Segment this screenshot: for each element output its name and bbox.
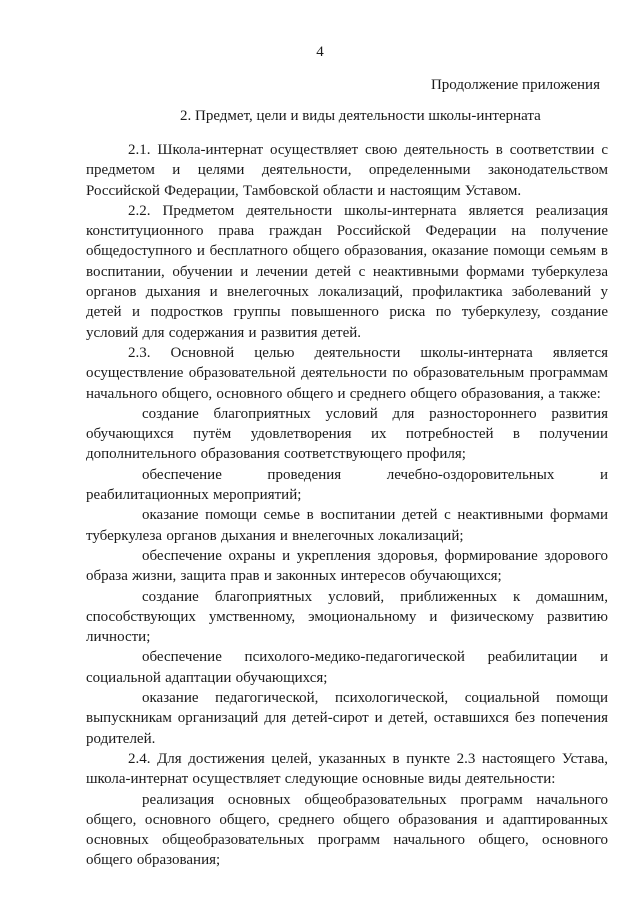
list-item: обеспечение психолого-медико-педагогической реабилитации и социальной адаптации обучающихся; xyxy=(86,649,608,686)
continuation-label: Продолжение приложения xyxy=(430,77,600,93)
document-body xyxy=(86,140,608,871)
paragraph-2-1: 2.1. Школа-интернат осуществляет свою деятельность в соответствии с предметом и целями деятельности, определенными законодательством Российской Федерации, Тамбовской области и настоящим Уставом. xyxy=(86,142,608,199)
list-item: оказание педагогической, психологической, социальной помощи выпускникам организаций для детей-сирот и детей, оставшихся без попечения родителей. xyxy=(86,690,608,747)
list-item: обеспечение охраны и укрепления здоровья, формирование здорового образа жизни, защита прав и законных интересов обучающихся; xyxy=(86,547,608,585)
page-number: 4 xyxy=(316,44,324,60)
list-item: реализация основных общеобразовательных программ начального общего, основного общего, среднего общего образования и адаптированных основных общеобразовательных программ начального общего, основного общего образования; xyxy=(86,791,608,869)
list-item: создание благоприятных условий, приближенных к домашним, способствующих умственному, эмоциональному и физическому развитию личности; xyxy=(86,588,608,646)
list-item: создание благоприятных условий для разностороннего развития обучающихся путём удовлетворения их потребностей в получении дополнительного образования соответствующего профиля; xyxy=(86,405,608,463)
list-item: оказание помощи семье в воспитании детей с неактивными формами туберкулеза органов дыхания и внелегочных локализаций; xyxy=(86,507,608,544)
paragraph-2-4: 2.4. Для достижения целей, указанных в пункте 2.3 настоящего Устава, школа-интернат осуществляет следующие основные виды деятельности: xyxy=(86,750,608,788)
paragraph-2-2: 2.2. Предметом деятельности школы-интерната является реализация конституционного права граждан Российской Федерации на получение общедоступного и бесплатного общего образования, оказание помощи семьям в воспитании, обучении и лечении детей с неактивными формами туберкулеза органов дыхания и внелегочных локализаций, профилактика заболеваний у детей и подростков группы повышенного риска по туберкулезу, создание условий для содержания и развития детей. xyxy=(86,202,608,341)
section-title: 2. Предмет, цели и виды деятельности школы-интерната xyxy=(180,108,541,124)
paragraph-2-3: 2.3. Основной целью деятельности школы-интерната является осуществление образовательной деятельности по образовательным программам начального общего, основного общего и среднего общего образования, а также: xyxy=(86,344,608,402)
list-item: обеспечение проведения лечебно-оздоровительных и реабилитационных мероприятий; xyxy=(86,466,608,504)
